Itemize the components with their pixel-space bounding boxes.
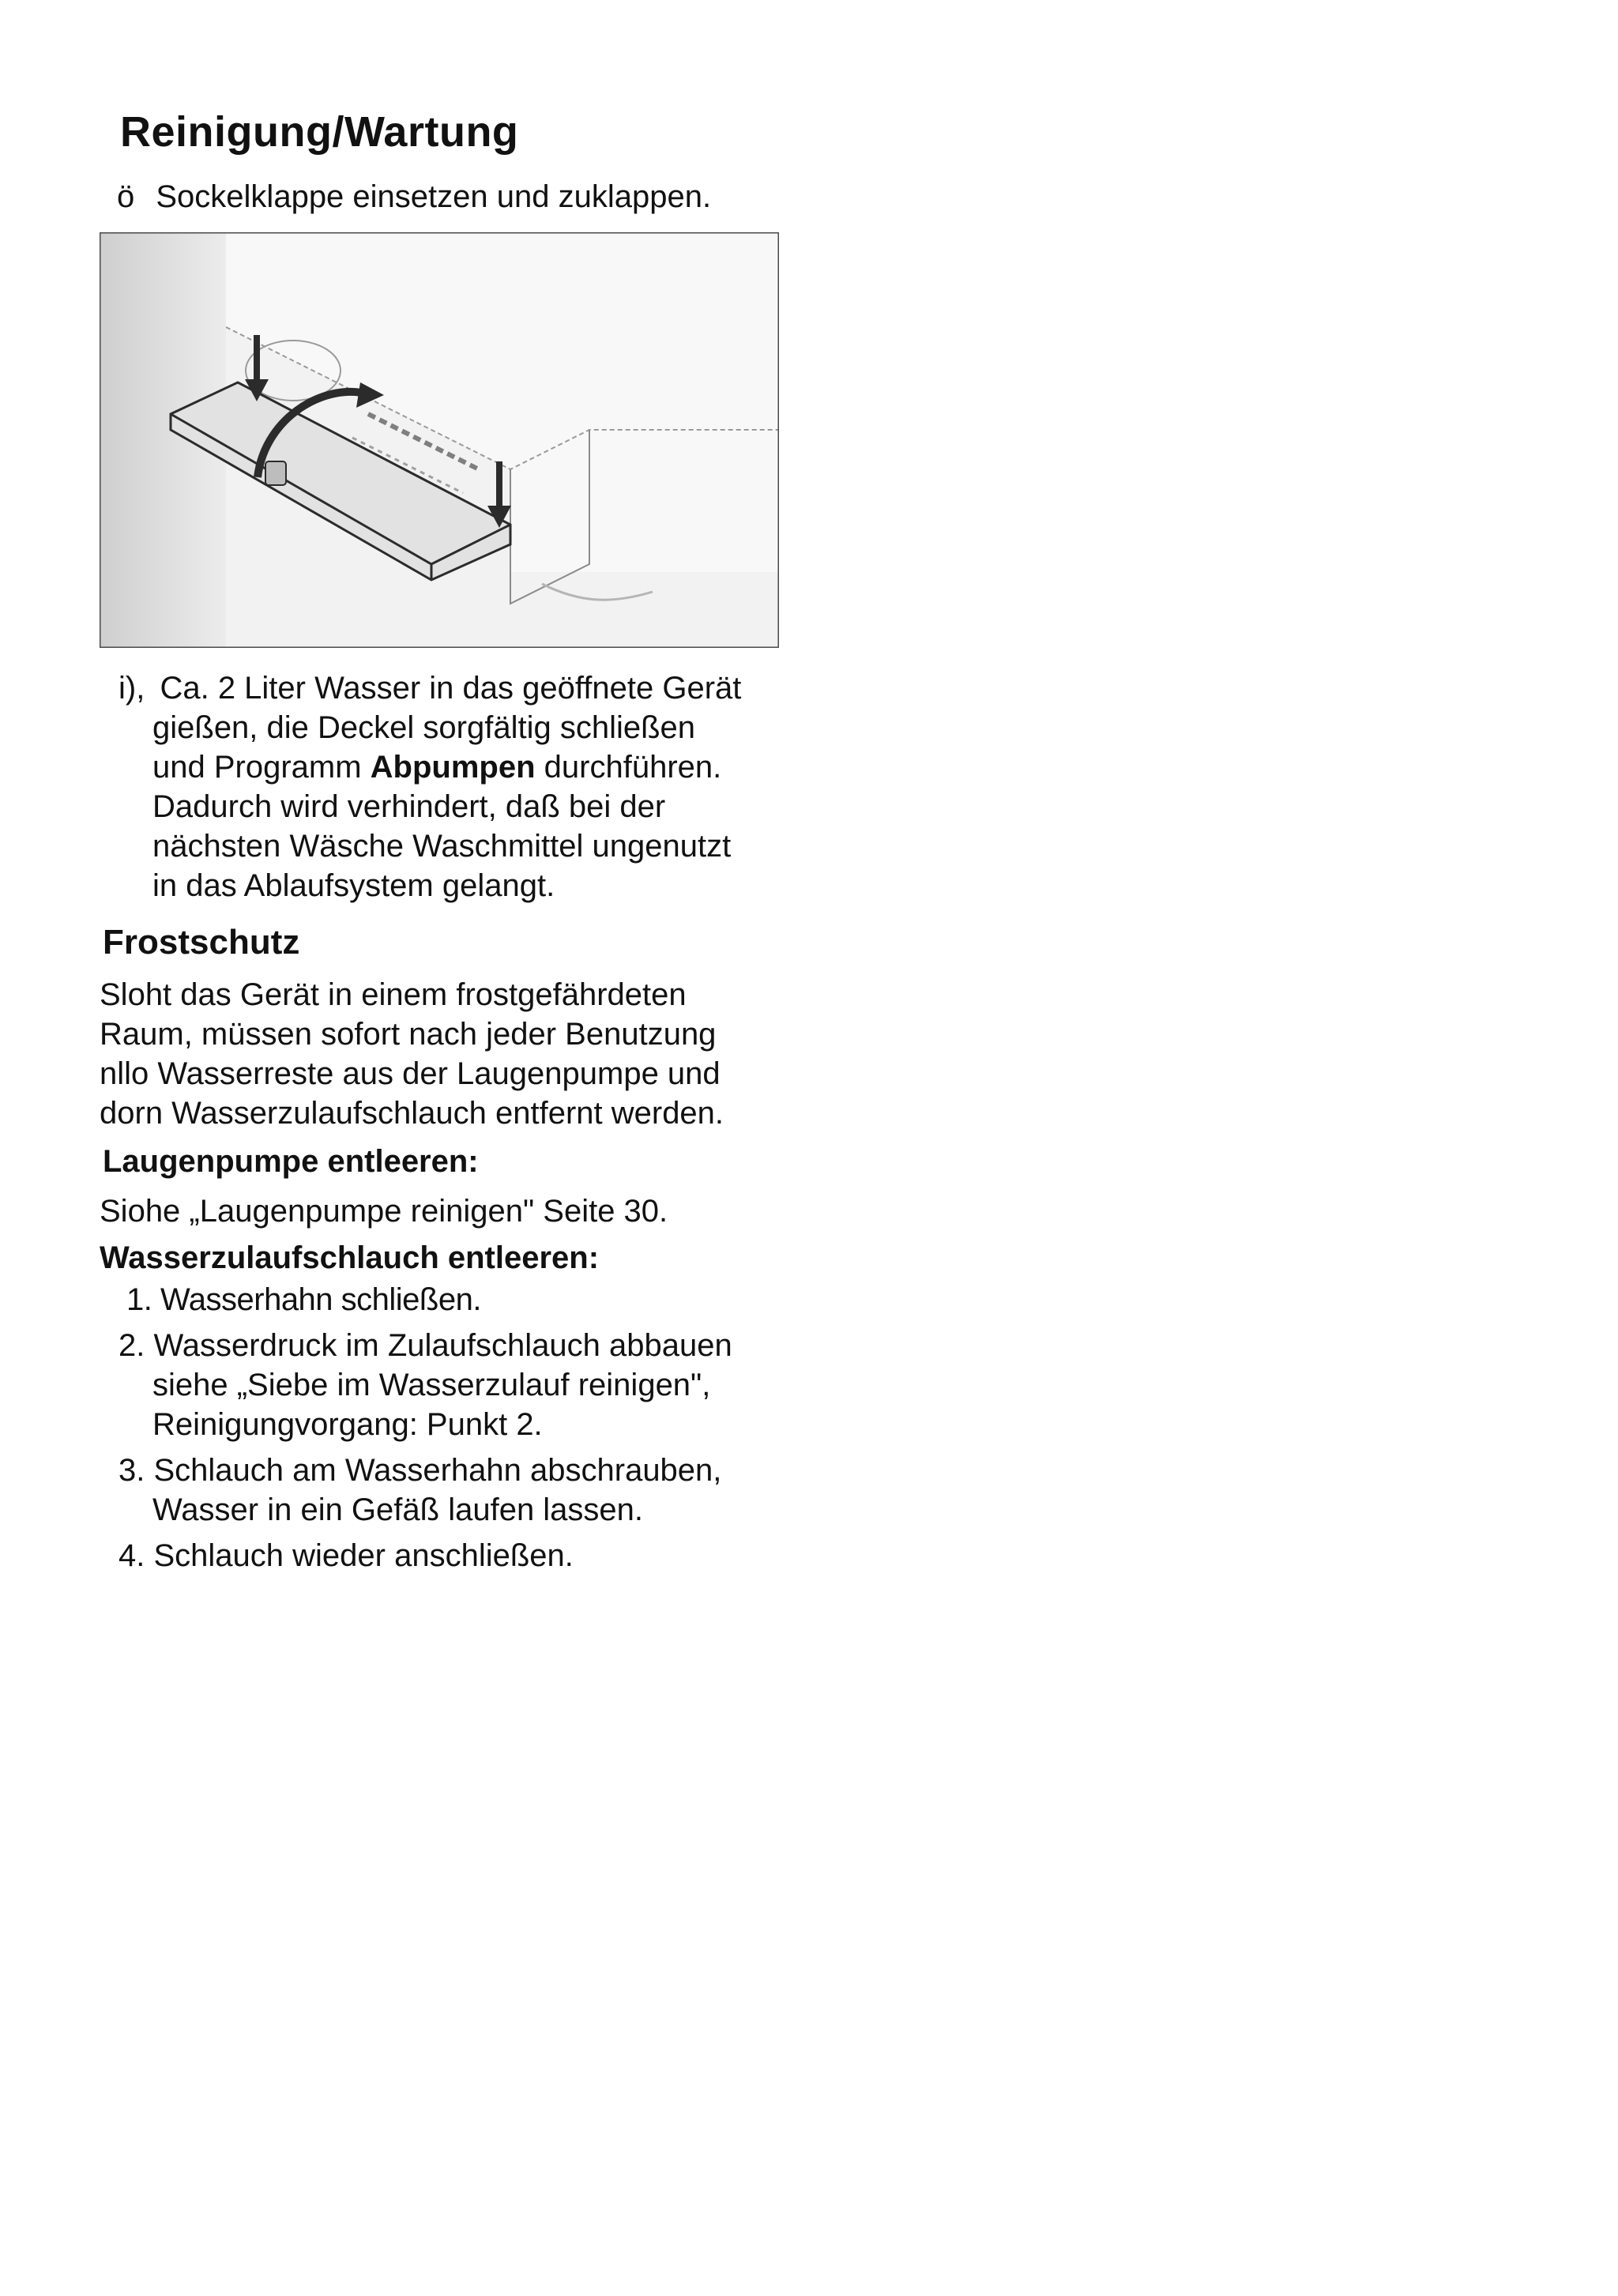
program-name-abpumpen: Abpumpen [370, 750, 536, 785]
step-text: Schlauch am Wasserhahn abschrauben, [153, 1453, 722, 1488]
laugenpumpe-reference: Siohe „Laugenpumpe reinigen" Seite 30. [100, 1194, 668, 1229]
frost-paragraph-line-1: Sloht das Gerät in einem frostgefährdeten [100, 977, 687, 1012]
step-marker: ö [117, 179, 135, 214]
list-item [126, 1280, 481, 1319]
step-text: Wasserdruck im Zulaufschlauch abbauen [153, 1328, 732, 1363]
step-number: 3. [119, 1453, 145, 1488]
subheading-laugenpumpe: Laugenpumpe entleeren: [103, 1144, 479, 1179]
water-line-3-pre: und Programm [152, 750, 371, 785]
list-item [119, 1536, 574, 1575]
intro-step-text: Sockelklappe einsetzen und zuklappen. [156, 179, 712, 214]
water-line-1-text: Ca. 2 Liter Wasser in das geöffnete Gerät [160, 671, 742, 706]
frost-paragraph-line-2: Raum, müssen sofort nach jeder Benutzung [100, 1017, 717, 1052]
list-item [119, 1451, 721, 1490]
step-marker: i), [119, 671, 145, 706]
illustration-base-flap [100, 232, 779, 648]
page-title: Reinigung/Wartung [120, 108, 519, 156]
step-text: Wasserhahn schließen. [160, 1282, 481, 1317]
section-heading-frostschutz: Frostschutz [103, 923, 300, 962]
step-text: Schlauch wieder anschließen. [153, 1538, 574, 1573]
frost-paragraph-line-4: dorn Wasserzulaufschlauch entfernt werden. [100, 1096, 724, 1131]
subheading-wasserzulaufschlauch: Wasserzulaufschlauch entleeren: [100, 1240, 600, 1275]
water-line-3-post: durchführen. [535, 750, 722, 785]
list-item [119, 1326, 732, 1365]
list-item-continuation: Reinigungvorgang: Punkt 2. [152, 1407, 543, 1442]
water-instruction-line-2: gießen, die Deckel sorgfältig schließen [152, 710, 696, 745]
water-instruction-line-3 [152, 747, 721, 787]
water-instruction-line-6: in das Ablaufsystem gelangt. [152, 868, 555, 903]
water-instruction-line-5: nächsten Wäsche Waschmittel ungenutzt [152, 829, 732, 864]
step-number: 1. [126, 1282, 152, 1317]
water-instruction-line-4: Dadurch wird verhindert, daß bei der [152, 789, 666, 824]
intro-step [117, 177, 711, 216]
step-number: 2. [119, 1328, 145, 1363]
water-instruction-line-1 [119, 668, 741, 708]
frost-paragraph-line-3: nllo Wasserreste aus der Laugenpumpe und [100, 1056, 721, 1091]
list-item-continuation: siehe „Siebe im Wasserzulauf reinigen", [152, 1368, 711, 1402]
list-item-continuation: Wasser in ein Gefäß laufen lassen. [152, 1492, 644, 1527]
step-number: 4. [119, 1538, 145, 1573]
